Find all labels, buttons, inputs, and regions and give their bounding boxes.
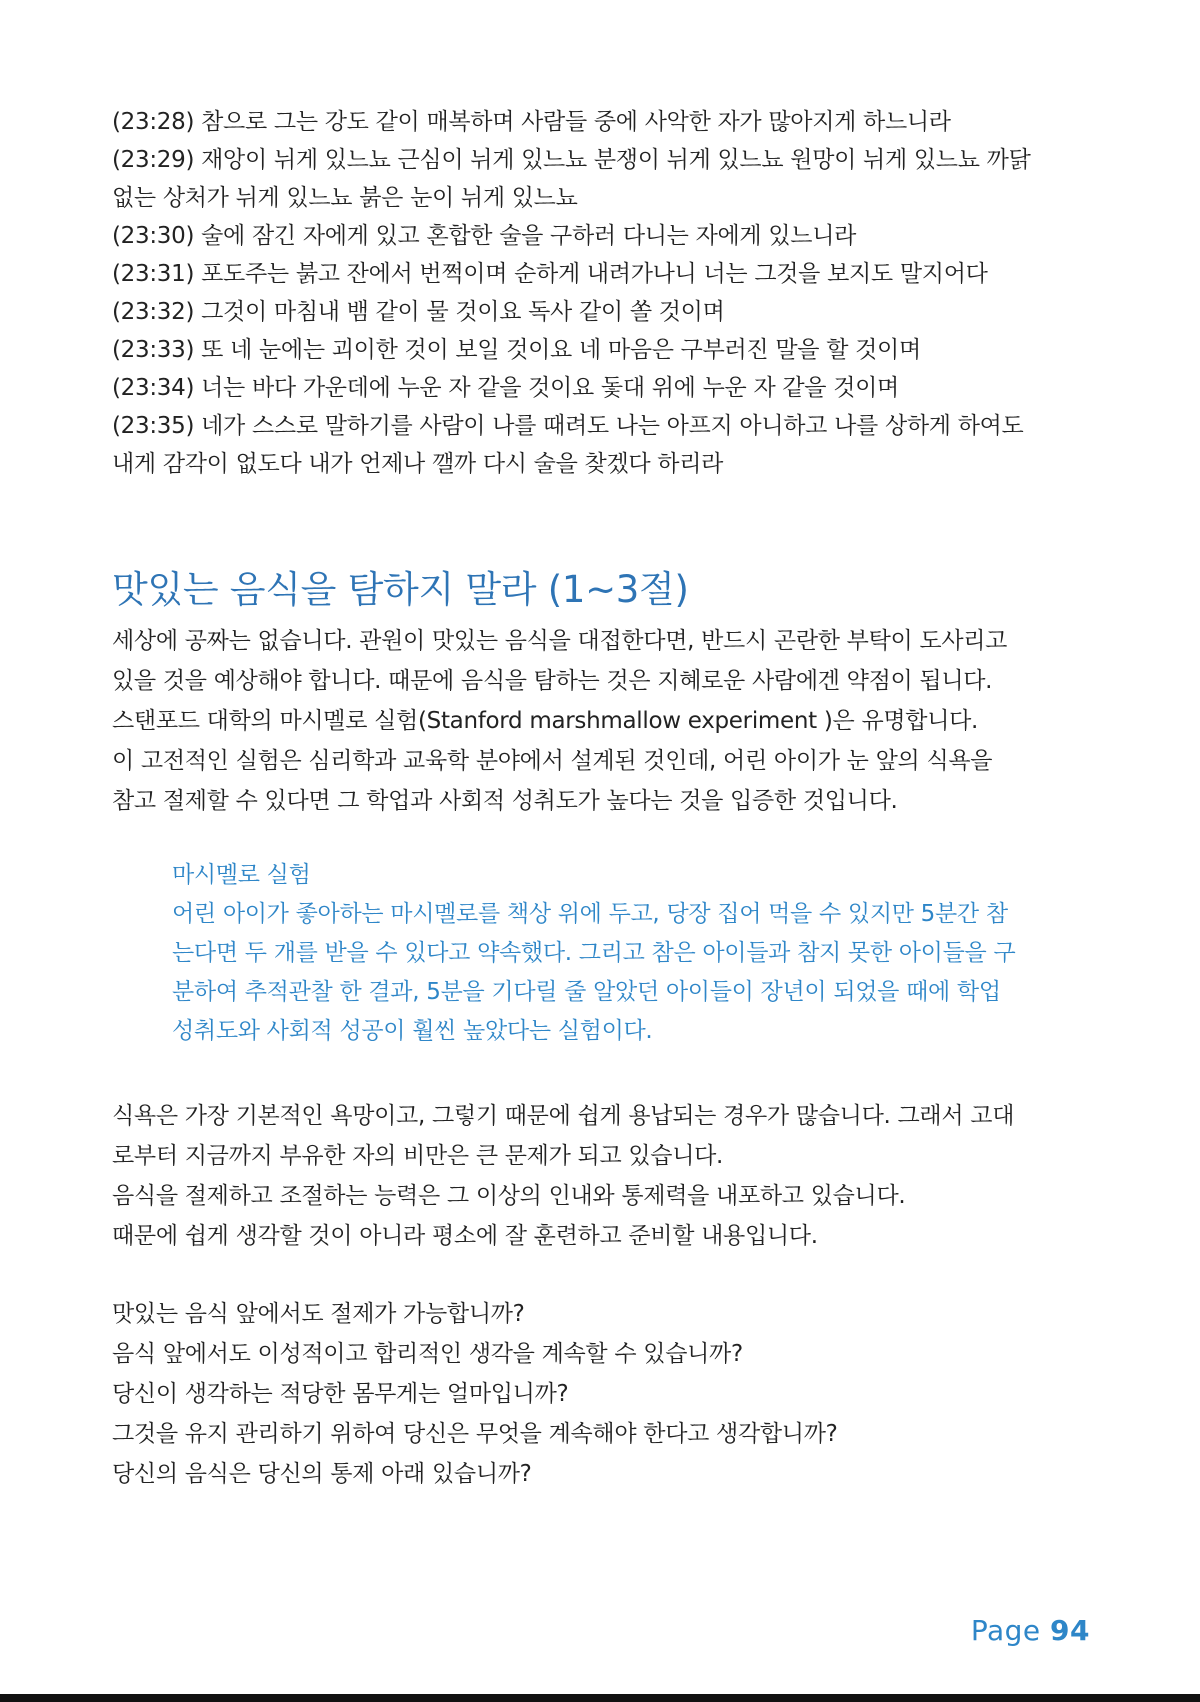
verse-line: 없는 상처가 뉘게 있느뇨 붉은 눈이 뉘게 있느뇨: [112, 185, 578, 211]
intro-paragraph: [112, 621, 1092, 821]
callout-line: 성취도와 사회적 성공이 훨씬 높았다는 실험이다.: [172, 1018, 653, 1044]
intro-line: 이 고전적인 실험은 심리학과 교육학 분야에서 설계된 것인데, 어린 아이가 눈 앞의 식욕을: [112, 748, 993, 774]
page-number-value: 94: [1050, 1614, 1090, 1647]
paragraph-line: 음식을 절제하고 조절하는 능력은 그 이상의 인내와 통제력을 내포하고 있습니다.: [112, 1183, 906, 1209]
paragraph-line: 식욕은 가장 기본적인 욕망이고, 그렇기 때문에 쉽게 용납되는 경우가 많습니다. 그래서 고대: [112, 1103, 1015, 1129]
verse-line: (23:28) 참으로 그는 강도 같이 매복하며 사람들 중에 사악한 자가 많아지게 하느니라: [112, 109, 951, 135]
verse-block: [112, 103, 1092, 483]
callout-line: 어린 아이가 좋아하는 마시멜로를 책상 위에 두고, 당장 집어 먹을 수 있지만 5분간 참: [172, 901, 1008, 927]
callout-line: 는다면 두 개를 받을 수 있다고 약속했다. 그리고 참은 아이들과 참지 못한 아이들을 구: [172, 940, 1016, 966]
callout-title: 마시멜로 실험: [172, 862, 311, 888]
verse-line: (23:34) 너는 바다 가운데에 누운 자 같을 것이요 돛대 위에 누운 자 같을 것이며: [112, 375, 899, 401]
marshmallow-callout: [172, 856, 1092, 1051]
paragraph-line: 로부터 지금까지 부유한 자의 비만은 큰 문제가 되고 있습니다.: [112, 1143, 724, 1169]
reflection-questions: [112, 1294, 1092, 1494]
appetite-paragraph: [112, 1096, 1092, 1256]
intro-line: 있을 것을 예상해야 합니다. 때문에 음식을 탐하는 것은 지혜로운 사람에겐 약점이 됩니다.: [112, 668, 993, 694]
verse-line: (23:33) 또 네 눈에는 괴이한 것이 보일 것이요 네 마음은 구부러진 말을 할 것이며: [112, 337, 921, 363]
question-line: 그것을 유지 관리하기 위하여 당신은 무엇을 계속해야 한다고 생각합니까?: [112, 1421, 838, 1447]
bottom-border-bar: [0, 1694, 1200, 1702]
question-line: 당신의 음식은 당신의 통제 아래 있습니까?: [112, 1461, 532, 1487]
question-line: 음식 앞에서도 이성적이고 합리적인 생각을 계속할 수 있습니까?: [112, 1341, 743, 1367]
verse-line: (23:32) 그것이 마침내 뱀 같이 물 것이요 독사 같이 쏠 것이며: [112, 299, 725, 325]
intro-line: 참고 절제할 수 있다면 그 학업과 사회적 성취도가 높다는 것을 입증한 것입니다.: [112, 788, 898, 814]
page-label: Page: [970, 1614, 1041, 1647]
page-number: [971, 1614, 1090, 1647]
intro-line: 스탠포드 대학의 마시멜로 실험(Stanford marshmallow experiment )은 유명합니다.: [112, 708, 979, 734]
question-line: 맛있는 음식 앞에서도 절제가 가능합니까?: [112, 1301, 525, 1327]
callout-line: 분하여 추적관찰 한 결과, 5분을 기다릴 줄 알았던 아이들이 장년이 되었을 때에 학업: [172, 979, 1001, 1005]
paragraph-line: 때문에 쉽게 생각할 것이 아니라 평소에 잘 훈련하고 준비할 내용입니다.: [112, 1223, 818, 1249]
verse-line: (23:35) 네가 스스로 말하기를 사람이 나를 때려도 나는 아프지 아니하고 나를 상하게 하여도: [112, 413, 1024, 439]
verse-line: (23:29) 재앙이 뉘게 있느뇨 근심이 뉘게 있느뇨 분쟁이 뉘게 있느뇨 원망이 뉘게 있느뇨 까닭: [112, 147, 1031, 173]
question-line: 당신이 생각하는 적당한 몸무게는 얼마입니까?: [112, 1381, 569, 1407]
intro-line: 세상에 공짜는 없습니다. 관원이 맛있는 음식을 대접한다면, 반드시 곤란한 부탁이 도사리고: [112, 628, 1008, 654]
verse-line: 내게 감각이 없도다 내가 언제나 깰까 다시 술을 찾겠다 하리라: [112, 451, 724, 477]
verse-line: (23:30) 술에 잠긴 자에게 있고 혼합한 술을 구하러 다니는 자에게 있느니라: [112, 223, 857, 249]
verse-line: (23:31) 포도주는 붉고 잔에서 번쩍이며 순하게 내려가나니 너는 그것을 보지도 말지어다: [112, 261, 988, 287]
section-heading: 맛있는 음식을 탐하지 말라 (1~3절): [112, 568, 689, 611]
